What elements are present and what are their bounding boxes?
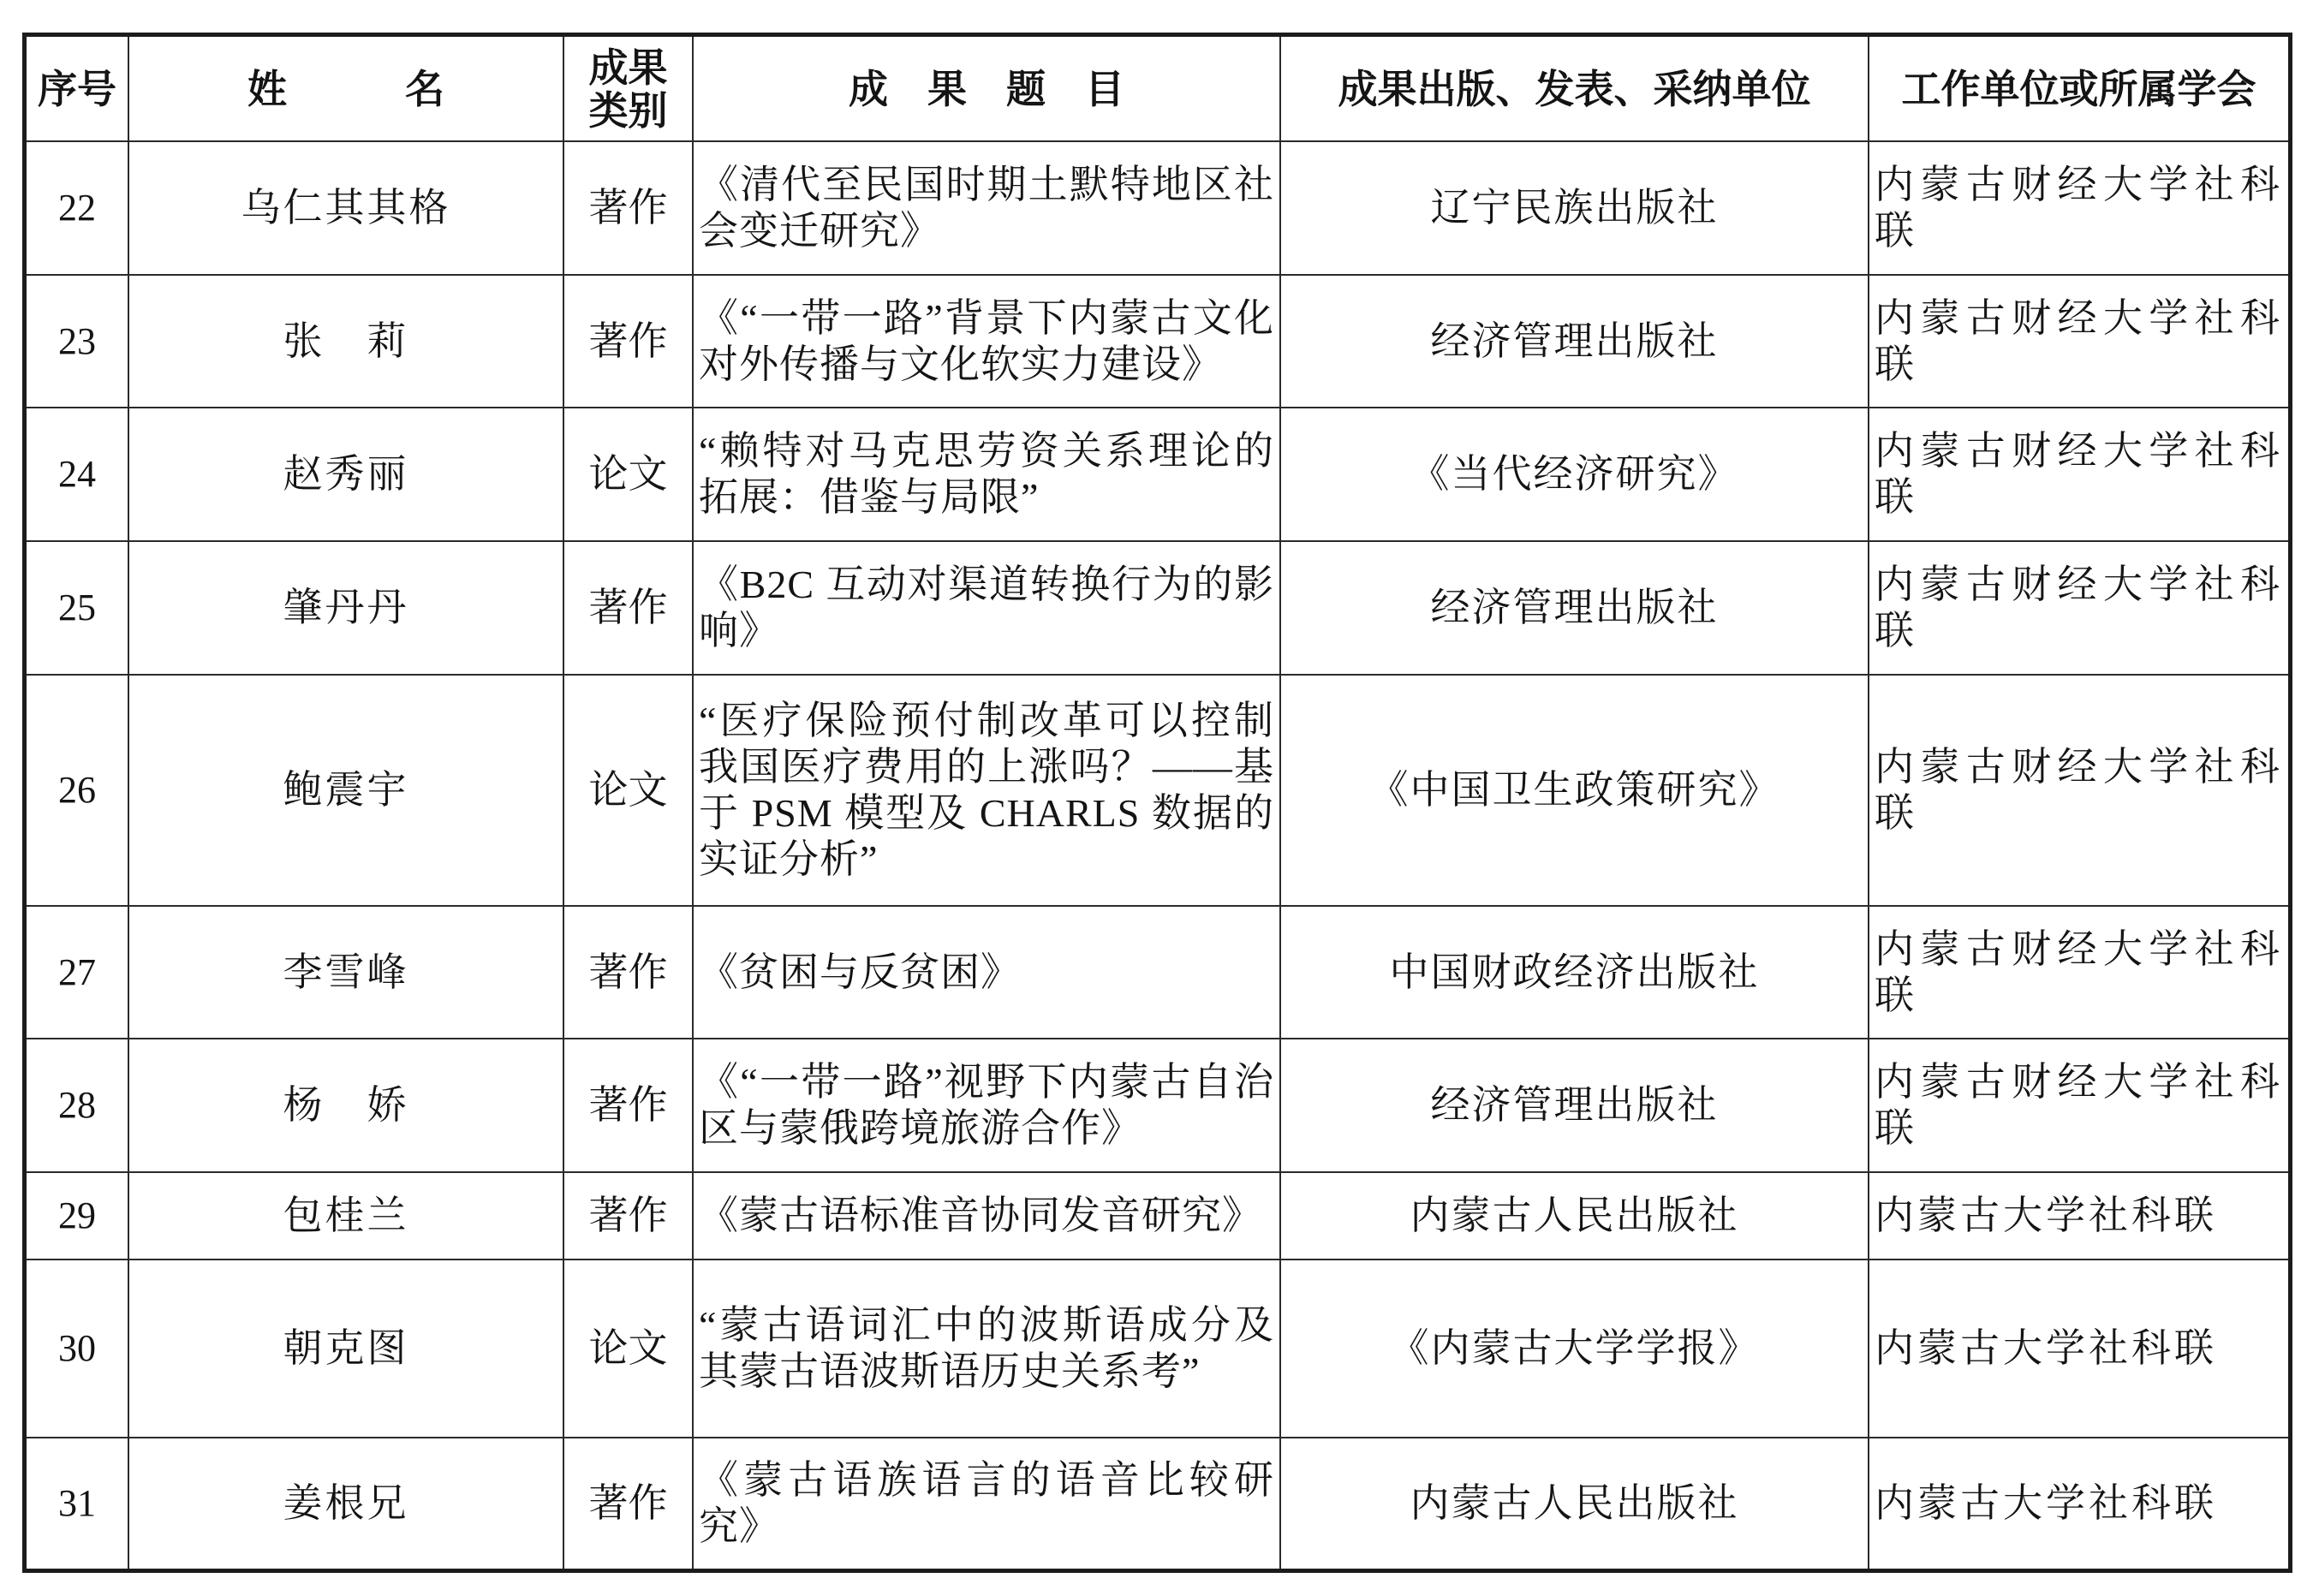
affiliation-name: 内蒙古大学社科联 (1875, 1194, 2217, 1237)
cell-category (564, 542, 694, 676)
cell-name (129, 1039, 564, 1173)
cell-affiliation (1869, 1438, 2288, 1569)
author-name: 杨 娇 (283, 1083, 409, 1127)
cell-category (564, 276, 694, 408)
cell-name (129, 1438, 564, 1569)
achievement-title: 《蒙古语族语言的语音比较研究》 (699, 1458, 1274, 1548)
cell-publisher (1281, 142, 1869, 276)
publisher-name: 经济管理出版社 (1430, 319, 1719, 363)
achievement-title: “赖特对马克思劳资关系理论的拓展：借鉴与局限” (699, 429, 1274, 519)
author-name: 肇丹丹 (283, 586, 409, 629)
affiliation-name: 内蒙古大学社科联 (1875, 1481, 2217, 1525)
achievement-title: 《B2C 互动对渠道转换行为的影响》 (699, 563, 1274, 652)
cell-name (129, 142, 564, 276)
cell-category (564, 1438, 694, 1569)
header-cell-name (129, 37, 564, 142)
affiliation-name: 内蒙古财经大学社科联 (1875, 926, 2283, 1017)
cell-title (694, 907, 1281, 1039)
cell-category (564, 1039, 694, 1173)
cell-publisher (1281, 676, 1869, 907)
cell-title (694, 676, 1281, 907)
affiliation-name: 内蒙古大学社科联 (1875, 1326, 2217, 1370)
publisher-name: 《当代经济研究》 (1410, 452, 1739, 496)
cell-affiliation (1869, 276, 2288, 408)
cell-affiliation (1869, 907, 2288, 1039)
row-number: 26 (58, 769, 96, 811)
header-affiliation-label: 工作单位或所属学会 (1901, 66, 2256, 111)
achievement-category: 著作 (588, 1194, 668, 1237)
cell-affiliation (1869, 1260, 2288, 1438)
cell-name (129, 1260, 564, 1438)
header-publisher-label: 成果出版、发表、采纳单位 (1338, 66, 1811, 111)
cell-affiliation (1869, 542, 2288, 676)
achievement-title: 《清代至民国时期土默特地区社会变迁研究》 (699, 163, 1274, 253)
cell-name (129, 676, 564, 907)
cell-no (27, 408, 129, 542)
cell-publisher (1281, 907, 1869, 1039)
cell-title (694, 408, 1281, 542)
cell-title (694, 1260, 1281, 1438)
cell-no (27, 542, 129, 676)
cell-no (27, 1438, 129, 1569)
header-cell-title (694, 37, 1281, 142)
achievement-category: 论文 (588, 1326, 668, 1370)
achievement-title: “医疗保险预付制改革可以控制我国医疗费用的上涨吗？——基于 PSM 模型及 CHARLS 数据的实证分析” (699, 699, 1274, 881)
header-category-label: 成果类别 (588, 45, 668, 133)
header-cell-no (27, 37, 129, 142)
cell-category (564, 907, 694, 1039)
cell-category (564, 676, 694, 907)
publisher-name: 《中国卫生政策研究》 (1368, 768, 1780, 812)
header-no-label: 序号 (38, 66, 116, 111)
author-name: 鲍震宇 (283, 768, 409, 812)
cell-category (564, 142, 694, 276)
affiliation-name: 内蒙古财经大学社科联 (1875, 163, 2283, 253)
row-number: 23 (58, 319, 96, 362)
author-name: 朝克图 (283, 1326, 409, 1370)
cell-publisher (1281, 1260, 1869, 1438)
achievement-category: 著作 (588, 586, 668, 629)
achievement-category: 著作 (588, 319, 668, 363)
cell-publisher (1281, 542, 1869, 676)
cell-publisher (1281, 276, 1869, 408)
cell-affiliation (1869, 142, 2288, 276)
cell-title (694, 142, 1281, 276)
row-number: 30 (58, 1327, 96, 1369)
header-title-label: 成 果 题 目 (849, 66, 1124, 111)
publisher-name: 内蒙古人民出版社 (1410, 1481, 1739, 1525)
header-cell-category (564, 37, 694, 142)
cell-affiliation (1869, 408, 2288, 542)
author-name: 赵秀丽 (283, 452, 409, 496)
row-number: 29 (58, 1194, 96, 1236)
header-cell-publisher (1281, 37, 1869, 142)
row-number: 25 (58, 587, 96, 628)
header-cell-affiliation (1869, 37, 2288, 142)
achievements-table (22, 33, 2292, 1573)
author-name: 姜根兄 (283, 1481, 409, 1525)
author-name: 包桂兰 (283, 1194, 409, 1237)
cell-category (564, 1260, 694, 1438)
achievement-category: 著作 (588, 1481, 668, 1525)
cell-affiliation (1869, 676, 2288, 907)
cell-name (129, 907, 564, 1039)
author-name: 乌仁其其格 (241, 186, 451, 229)
achievement-category: 著作 (588, 186, 668, 229)
publisher-name: 中国财政经济出版社 (1389, 950, 1760, 994)
header-name-label: 姓 名 (247, 66, 444, 111)
cell-no (27, 907, 129, 1039)
author-name: 李雪峰 (283, 950, 409, 994)
cell-name (129, 408, 564, 542)
achievement-category: 著作 (588, 1083, 668, 1127)
cell-name (129, 276, 564, 408)
achievement-title: 《“一带一路”背景下内蒙古文化对外传播与文化软实力建设》 (699, 295, 1274, 386)
publisher-name: 辽宁民族出版社 (1430, 186, 1719, 229)
affiliation-name: 内蒙古财经大学社科联 (1875, 429, 2283, 519)
row-number: 31 (58, 1482, 96, 1524)
cell-title (694, 1173, 1281, 1260)
cell-no (27, 142, 129, 276)
cell-affiliation (1869, 1173, 2288, 1260)
affiliation-name: 内蒙古财经大学社科联 (1875, 1060, 2283, 1150)
cell-publisher (1281, 408, 1869, 542)
cell-title (694, 276, 1281, 408)
affiliation-name: 内蒙古财经大学社科联 (1875, 745, 2283, 835)
row-number: 24 (58, 453, 96, 495)
row-number: 28 (58, 1084, 96, 1126)
affiliation-name: 内蒙古财经大学社科联 (1875, 563, 2283, 652)
cell-no (27, 1260, 129, 1438)
cell-title (694, 1438, 1281, 1569)
row-number: 22 (58, 187, 96, 229)
cell-affiliation (1869, 1039, 2288, 1173)
achievement-category: 著作 (588, 950, 668, 994)
publisher-name: 内蒙古人民出版社 (1410, 1194, 1739, 1237)
cell-publisher (1281, 1438, 1869, 1569)
cell-name (129, 542, 564, 676)
cell-name (129, 1173, 564, 1260)
achievement-title: 《贫困与反贫困》 (699, 950, 1021, 994)
publisher-name: 《内蒙古大学学报》 (1389, 1326, 1760, 1370)
cell-no (27, 1039, 129, 1173)
achievement-category: 论文 (588, 452, 668, 496)
author-name: 张 莉 (283, 319, 409, 363)
publisher-name: 经济管理出版社 (1430, 586, 1719, 629)
achievement-title: 《“一带一路”视野下内蒙古自治区与蒙俄跨境旅游合作》 (699, 1060, 1274, 1150)
affiliation-name: 内蒙古财经大学社科联 (1875, 295, 2283, 386)
publisher-name: 经济管理出版社 (1430, 1083, 1719, 1127)
cell-category (564, 408, 694, 542)
cell-no (27, 1173, 129, 1260)
cell-no (27, 276, 129, 408)
cell-title (694, 542, 1281, 676)
cell-title (694, 1039, 1281, 1173)
achievement-title: “蒙古语词汇中的波斯语成分及其蒙古语波斯语历史关系考” (699, 1303, 1274, 1393)
cell-no (27, 676, 129, 907)
achievement-category: 论文 (588, 768, 668, 812)
achievement-title: 《蒙古语标准音协同发音研究》 (699, 1194, 1262, 1237)
cell-category (564, 1173, 694, 1260)
cell-publisher (1281, 1039, 1869, 1173)
cell-publisher (1281, 1173, 1869, 1260)
row-number: 27 (58, 950, 96, 993)
